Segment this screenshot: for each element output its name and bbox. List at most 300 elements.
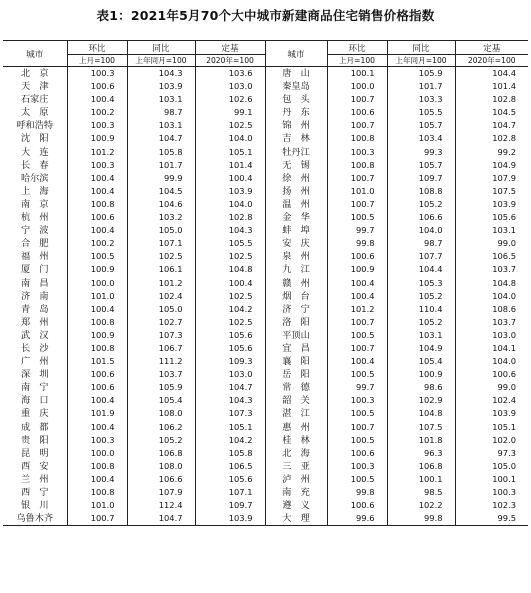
index-yoy-cell-right: 110.4	[387, 303, 455, 316]
city-name-cell-left: 深 圳	[3, 368, 67, 381]
table-row	[3, 421, 528, 434]
index-mom-cell-right: 100.3	[327, 146, 387, 159]
table-row	[3, 67, 528, 81]
city-name-cell-right: 泉 州	[265, 250, 327, 263]
table-row	[3, 106, 528, 119]
table-row	[3, 355, 528, 368]
index-base-cell-left: 102.5	[195, 250, 265, 263]
table-row	[3, 263, 528, 276]
table-row	[3, 132, 528, 145]
city-name-cell-right: 岳 阳	[265, 368, 327, 381]
index-base-cell-right: 101.4	[492, 81, 516, 92]
index-yoy-cell-right: 106.8	[387, 460, 455, 473]
index-mom-cell-left: 100.9	[67, 329, 127, 342]
city-name-cell-left: 西 宁	[3, 486, 67, 499]
index-base-cell-right: 103.7	[492, 316, 516, 327]
index-mom-cell-right: 100.6	[327, 499, 387, 512]
table-row	[3, 316, 528, 329]
index-mom-cell-right: 100.5	[327, 368, 387, 381]
index-base-cell-left: 107.1	[195, 486, 265, 499]
index-yoy-cell-left: 105.8	[127, 146, 195, 159]
index-yoy-cell-right: 98.6	[387, 381, 455, 394]
index-yoy-cell-left: 108.0	[127, 460, 195, 473]
index-mom-cell-left: 100.3	[67, 119, 127, 132]
index-mom-cell-left: 100.5	[67, 250, 127, 263]
index-base-cell-right: 103.9	[492, 408, 516, 419]
index-yoy-cell-left: 104.7	[127, 132, 195, 145]
index-yoy-cell-right: 104.9	[387, 342, 455, 355]
index-base-cell-left: 104.3	[195, 224, 265, 237]
index-mom-cell-right: 100.3	[327, 460, 387, 473]
index-base-cell-left: 103.9	[195, 512, 265, 526]
index-yoy-cell-left: 106.8	[127, 447, 195, 460]
index-yoy-cell-right: 105.7	[387, 159, 455, 172]
subheader-mom-left: 上月=100	[67, 55, 127, 67]
index-mom-cell-right: 100.5	[327, 329, 387, 342]
index-yoy-cell-right: 100.9	[387, 368, 455, 381]
index-base-cell-right: 102.0	[492, 434, 516, 445]
header-yoy-left: 同比	[127, 41, 195, 55]
index-yoy-cell-left: 105.9	[127, 381, 195, 394]
city-name-cell-right: 宜 昌	[265, 342, 327, 355]
index-yoy-cell-right: 101.8	[387, 434, 455, 447]
index-mom-cell-left: 100.4	[67, 473, 127, 486]
index-base-cell-right: 105.0	[492, 460, 516, 471]
table-row	[3, 159, 528, 172]
index-yoy-cell-left: 105.4	[127, 394, 195, 407]
index-yoy-cell-left: 102.4	[127, 290, 195, 303]
table-row	[3, 512, 528, 526]
city-name-cell-left: 宁 波	[3, 224, 67, 237]
index-base-cell-left: 105.8	[195, 447, 265, 460]
index-base-cell-right: 103.7	[492, 264, 516, 275]
city-name-cell-left: 杭 州	[3, 211, 67, 224]
city-name-cell-right: 温 州	[265, 198, 327, 211]
index-mom-cell-left: 100.4	[67, 394, 127, 407]
index-yoy-cell-right: 98.5	[387, 486, 455, 499]
index-yoy-cell-left: 104.6	[127, 198, 195, 211]
index-base-cell-left: 102.5	[195, 290, 265, 303]
index-yoy-cell-right: 99.3	[387, 146, 455, 159]
city-name-cell-right: 唐 山	[265, 67, 327, 81]
table-row	[3, 368, 528, 381]
city-name-cell-left: 哈尔滨	[3, 172, 67, 185]
index-yoy-cell-right: 105.2	[387, 198, 455, 211]
index-base-cell-left: 102.8	[195, 211, 265, 224]
city-name-cell-left: 兰 州	[3, 473, 67, 486]
index-base-cell-left: 102.6	[195, 93, 265, 106]
index-base-cell-right: 104.5	[492, 107, 516, 118]
city-name-cell-right: 无 锡	[265, 159, 327, 172]
index-yoy-cell-right: 102.2	[387, 499, 455, 512]
city-name-cell-right: 烟 台	[265, 290, 327, 303]
index-base-cell-right: 99.5	[455, 512, 528, 526]
index-mom-cell-left: 100.0	[67, 277, 127, 290]
city-name-cell-right: 泸 州	[265, 473, 327, 486]
index-base-cell-left: 99.1	[195, 106, 265, 119]
city-name-cell-left: 南 宁	[3, 381, 67, 394]
city-name-cell-left: 长 春	[3, 159, 67, 172]
index-yoy-cell-left: 102.5	[127, 250, 195, 263]
index-yoy-cell-left: 99.9	[127, 172, 195, 185]
city-name-cell-left: 武 汉	[3, 329, 67, 342]
index-mom-cell-right: 101.0	[327, 185, 387, 198]
index-mom-cell-right: 100.9	[327, 263, 387, 276]
header-city-right: 城市	[265, 41, 327, 67]
city-name-cell-right: 惠 州	[265, 421, 327, 434]
index-base-cell-right: 99.2	[497, 146, 516, 157]
city-name-cell-right: 安 庆	[265, 237, 327, 250]
index-base-cell-right: 99.0	[497, 382, 516, 393]
index-yoy-cell-right: 99.8	[387, 512, 455, 526]
index-mom-cell-left: 100.8	[67, 316, 127, 329]
table-row	[3, 407, 528, 420]
index-mom-cell-left: 100.8	[67, 198, 127, 211]
index-mom-cell-right: 100.4	[327, 290, 387, 303]
city-name-cell-left: 呼和浩特	[3, 119, 67, 132]
index-base-cell-right: 105.1	[492, 421, 516, 432]
city-name-cell-left: 南 昌	[3, 277, 67, 290]
index-yoy-cell-right: 109.7	[387, 172, 455, 185]
index-mom-cell-left: 100.2	[67, 237, 127, 250]
index-mom-cell-right: 100.5	[327, 434, 387, 447]
index-base-cell-right: 100.3	[492, 487, 516, 497]
index-base-cell-left: 102.5	[195, 316, 265, 329]
index-base-cell-left: 104.0	[195, 198, 265, 211]
index-yoy-cell-right: 96.3	[387, 447, 455, 460]
index-yoy-cell-right: 101.7	[387, 80, 455, 93]
index-mom-cell-left: 100.4	[67, 303, 127, 316]
index-mom-cell-right: 99.7	[327, 381, 387, 394]
index-mom-cell-left: 100.7	[67, 512, 127, 526]
price-index-table	[3, 40, 528, 526]
table-row	[3, 381, 528, 394]
city-name-cell-left: 石家庄	[3, 93, 67, 106]
table-row	[3, 146, 528, 159]
index-mom-cell-right: 100.5	[327, 473, 387, 486]
index-yoy-cell-right: 98.7	[387, 237, 455, 250]
table-row	[3, 224, 528, 237]
index-mom-cell-right: 100.4	[327, 355, 387, 368]
index-mom-cell-right: 100.7	[327, 172, 387, 185]
index-base-cell-right: 104.8	[492, 277, 516, 288]
city-name-cell-left: 上 海	[3, 185, 67, 198]
city-name-cell-left: 成 都	[3, 421, 67, 434]
index-base-cell-left: 104.3	[195, 394, 265, 407]
index-yoy-cell-right: 102.9	[387, 394, 455, 407]
index-mom-cell-left: 100.3	[67, 159, 127, 172]
index-base-cell-left: 102.5	[195, 119, 265, 132]
city-name-cell-left: 合 肥	[3, 237, 67, 250]
index-yoy-cell-left: 103.1	[127, 119, 195, 132]
index-base-cell-left: 103.6	[195, 67, 265, 81]
city-name-cell-right: 洛 阳	[265, 316, 327, 329]
table-row	[3, 460, 528, 473]
index-base-cell-right: 108.6	[492, 303, 516, 314]
index-yoy-cell-left: 106.2	[127, 421, 195, 434]
index-yoy-cell-left: 108.0	[127, 407, 195, 420]
index-base-cell-right: 102.8	[492, 94, 516, 105]
table-row	[3, 473, 528, 486]
city-name-cell-left: 昆 明	[3, 447, 67, 460]
city-name-cell-right: 扬 州	[265, 185, 327, 198]
index-mom-cell-right: 99.8	[327, 486, 387, 499]
index-base-cell-right: 100.6	[492, 369, 516, 380]
city-name-cell-right: 赣 州	[265, 277, 327, 290]
city-name-cell-left: 天 津	[3, 80, 67, 93]
city-name-cell-left: 西 安	[3, 460, 67, 473]
city-name-cell-right: 北 海	[265, 447, 327, 460]
city-name-cell-left: 济 南	[3, 290, 67, 303]
index-mom-cell-right: 101.2	[327, 303, 387, 316]
index-mom-cell-left: 100.4	[67, 224, 127, 237]
index-yoy-cell-right: 108.8	[387, 185, 455, 198]
table-row	[3, 499, 528, 512]
city-name-cell-right: 遵 义	[265, 499, 327, 512]
index-mom-cell-left: 101.9	[67, 407, 127, 420]
index-base-cell-right: 104.7	[492, 120, 516, 131]
city-name-cell-left: 大 连	[3, 146, 67, 159]
index-yoy-cell-left: 107.9	[127, 486, 195, 499]
index-base-cell-left: 105.5	[195, 237, 265, 250]
index-yoy-cell-left: 103.1	[127, 93, 195, 106]
index-yoy-cell-right: 105.3	[387, 277, 455, 290]
index-mom-cell-left: 100.8	[67, 342, 127, 355]
index-yoy-cell-right: 105.7	[387, 119, 455, 132]
table-row	[3, 342, 528, 355]
city-name-cell-left: 太 原	[3, 106, 67, 119]
index-mom-cell-right: 99.7	[327, 224, 387, 237]
city-name-cell-right: 襄 阳	[265, 355, 327, 368]
city-name-cell-right: 吉 林	[265, 132, 327, 145]
index-base-cell-left: 106.5	[195, 460, 265, 473]
city-name-cell-right: 锦 州	[265, 119, 327, 132]
index-base-cell-left: 100.4	[195, 172, 265, 185]
city-name-cell-left: 银 川	[3, 499, 67, 512]
index-mom-cell-left: 100.3	[67, 434, 127, 447]
table-row	[3, 277, 528, 290]
city-name-cell-right: 济 宁	[265, 303, 327, 316]
city-name-cell-left: 南 京	[3, 198, 67, 211]
index-mom-cell-right: 100.7	[327, 119, 387, 132]
city-name-cell-right: 牡丹江	[265, 146, 327, 159]
index-yoy-cell-right: 104.8	[387, 407, 455, 420]
index-base-cell-left: 104.2	[195, 303, 265, 316]
table-row	[3, 93, 528, 106]
city-name-cell-left: 厦 门	[3, 263, 67, 276]
table-row	[3, 329, 528, 342]
index-base-cell-right: 103.1	[492, 225, 516, 236]
index-base-cell-left: 105.6	[195, 473, 265, 486]
city-name-cell-left: 重 庆	[3, 407, 67, 420]
index-base-cell-right: 103.9	[492, 198, 516, 209]
index-mom-cell-right: 100.8	[327, 132, 387, 145]
table-row	[3, 290, 528, 303]
city-name-cell-left: 沈 阳	[3, 132, 67, 145]
index-yoy-cell-right: 105.2	[387, 316, 455, 329]
index-base-cell-left: 104.2	[195, 434, 265, 447]
index-base-cell-left: 109.7	[195, 499, 265, 512]
city-name-cell-right: 湛 江	[265, 407, 327, 420]
table-title: 表1：2021年5月70个大中城市新建商品住宅销售价格指数	[96, 8, 435, 23]
table-row	[3, 119, 528, 132]
city-name-cell-right: 蚌 埠	[265, 224, 327, 237]
index-mom-cell-right: 100.7	[327, 316, 387, 329]
index-base-cell-left: 105.1	[195, 146, 265, 159]
table-row	[3, 447, 528, 460]
table-row	[3, 172, 528, 185]
city-name-cell-right: 三 亚	[265, 460, 327, 473]
table-row	[3, 434, 528, 447]
index-mom-cell-right: 100.3	[327, 394, 387, 407]
index-yoy-cell-right: 107.5	[387, 421, 455, 434]
index-yoy-cell-right: 105.5	[387, 106, 455, 119]
index-mom-cell-right: 100.1	[327, 67, 387, 81]
index-yoy-cell-right: 105.2	[387, 290, 455, 303]
subheader-yoy-left: 上年同月=100	[127, 55, 195, 67]
index-yoy-cell-left: 102.7	[127, 316, 195, 329]
index-mom-cell-right: 100.4	[327, 277, 387, 290]
index-yoy-cell-left: 104.5	[127, 185, 195, 198]
index-mom-cell-right: 100.6	[327, 447, 387, 460]
index-mom-cell-right: 100.7	[327, 198, 387, 211]
index-mom-cell-left: 100.0	[67, 447, 127, 460]
city-name-cell-right: 常 德	[265, 381, 327, 394]
index-yoy-cell-right: 104.0	[387, 224, 455, 237]
index-base-cell-right: 103.0	[492, 329, 516, 340]
index-base-cell-right: 100.1	[492, 473, 516, 484]
index-mom-cell-right: 100.0	[327, 80, 387, 93]
index-mom-cell-right: 99.8	[327, 237, 387, 250]
index-mom-cell-right: 100.7	[327, 421, 387, 434]
index-mom-cell-left: 100.6	[67, 381, 127, 394]
city-name-cell-right: 韶 关	[265, 394, 327, 407]
index-yoy-cell-left: 104.3	[127, 67, 195, 81]
table-row	[3, 250, 528, 263]
city-name-cell-left: 福 州	[3, 250, 67, 263]
index-base-cell-left: 101.4	[195, 159, 265, 172]
index-base-cell-right: 97.3	[497, 447, 516, 458]
index-mom-cell-left: 100.3	[67, 67, 127, 81]
table-row	[3, 394, 528, 407]
table-row	[3, 303, 528, 316]
index-base-cell-right: 99.0	[497, 238, 516, 249]
index-yoy-cell-left: 106.6	[127, 473, 195, 486]
index-mom-cell-left: 101.0	[67, 290, 127, 303]
index-base-cell-left: 104.0	[195, 132, 265, 145]
index-base-cell-right: 106.5	[492, 251, 516, 262]
index-mom-cell-right: 99.6	[327, 512, 387, 526]
header-mom-right: 环比	[327, 41, 387, 55]
index-yoy-cell-left: 111.2	[127, 355, 195, 368]
index-yoy-cell-left: 98.7	[127, 106, 195, 119]
table-row	[3, 185, 528, 198]
city-name-cell-left: 贵 阳	[3, 434, 67, 447]
index-base-cell-left: 103.0	[195, 368, 265, 381]
city-name-cell-left: 海 口	[3, 394, 67, 407]
city-name-cell-left: 北 京	[3, 67, 67, 81]
index-base-cell-left: 105.6	[195, 329, 265, 342]
index-yoy-cell-left: 106.7	[127, 342, 195, 355]
index-yoy-cell-left: 107.1	[127, 237, 195, 250]
index-base-cell-right: 104.0	[492, 290, 516, 301]
index-yoy-cell-left: 112.4	[127, 499, 195, 512]
index-base-cell-right: 107.5	[492, 185, 516, 196]
city-name-cell-right: 九 江	[265, 263, 327, 276]
index-base-cell-right: 104.1	[492, 342, 516, 353]
index-base-cell-left: 105.6	[195, 342, 265, 355]
city-name-cell-right: 南 充	[265, 486, 327, 499]
index-mom-cell-right: 100.7	[327, 342, 387, 355]
index-base-cell-right: 107.9	[492, 172, 516, 183]
header-base-left: 定基	[195, 41, 265, 55]
index-mom-cell-left: 101.0	[67, 499, 127, 512]
index-yoy-cell-left: 105.0	[127, 224, 195, 237]
city-name-cell-right: 包 头	[265, 93, 327, 106]
index-yoy-cell-right: 103.1	[387, 329, 455, 342]
city-name-cell-left: 广 州	[3, 355, 67, 368]
city-name-cell-right: 桂 林	[265, 434, 327, 447]
table-row	[3, 211, 528, 224]
index-yoy-cell-left: 103.7	[127, 368, 195, 381]
index-yoy-cell-right: 103.3	[387, 93, 455, 106]
city-name-cell-right: 大 理	[265, 512, 327, 526]
city-name-cell-right: 金 华	[265, 211, 327, 224]
table-row	[3, 80, 528, 93]
subheader-base-right: 2020年=100	[455, 55, 528, 67]
header-city-left: 城市	[3, 41, 67, 67]
subheader-yoy-right: 上年同月=100	[387, 55, 455, 67]
subheader-mom-right: 上月=100	[327, 55, 387, 67]
index-mom-cell-left: 100.4	[67, 93, 127, 106]
index-mom-cell-left: 100.6	[67, 211, 127, 224]
table-row	[3, 198, 528, 211]
index-yoy-cell-right: 104.4	[387, 263, 455, 276]
city-name-cell-right: 秦皇岛	[265, 80, 327, 93]
index-yoy-cell-left: 105.2	[127, 434, 195, 447]
index-base-cell-right: 105.6	[492, 212, 516, 223]
index-yoy-cell-left: 101.2	[127, 277, 195, 290]
city-name-cell-left: 长 沙	[3, 342, 67, 355]
index-mom-cell-right: 100.5	[327, 407, 387, 420]
city-name-cell-left: 乌鲁木齐	[3, 512, 67, 526]
index-mom-cell-left: 100.6	[67, 80, 127, 93]
index-base-cell-right: 104.4	[492, 68, 516, 78]
index-yoy-cell-right: 103.4	[387, 132, 455, 145]
index-base-cell-left: 103.0	[195, 80, 265, 93]
index-mom-cell-left: 101.2	[67, 146, 127, 159]
index-base-cell-left: 100.4	[195, 277, 265, 290]
index-yoy-cell-left: 101.7	[127, 159, 195, 172]
city-name-cell-left: 郑 州	[3, 316, 67, 329]
index-base-cell-left: 104.7	[195, 381, 265, 394]
header-mom-left: 环比	[67, 41, 127, 55]
index-mom-cell-right: 100.6	[327, 250, 387, 263]
index-base-cell-left: 103.9	[195, 185, 265, 198]
city-name-cell-right: 徐 州	[265, 172, 327, 185]
index-base-cell-right: 102.3	[492, 500, 516, 511]
index-yoy-cell-right: 105.4	[387, 355, 455, 368]
index-yoy-cell-left: 104.7	[127, 512, 195, 526]
index-mom-cell-left: 100.4	[67, 421, 127, 434]
index-mom-cell-right: 100.6	[327, 106, 387, 119]
index-yoy-cell-right: 107.7	[387, 250, 455, 263]
index-yoy-cell-right: 100.1	[387, 473, 455, 486]
city-name-cell-right: 丹 东	[265, 106, 327, 119]
index-yoy-cell-right: 105.9	[387, 67, 455, 81]
index-mom-cell-left: 100.9	[67, 132, 127, 145]
index-mom-cell-left: 100.4	[67, 185, 127, 198]
